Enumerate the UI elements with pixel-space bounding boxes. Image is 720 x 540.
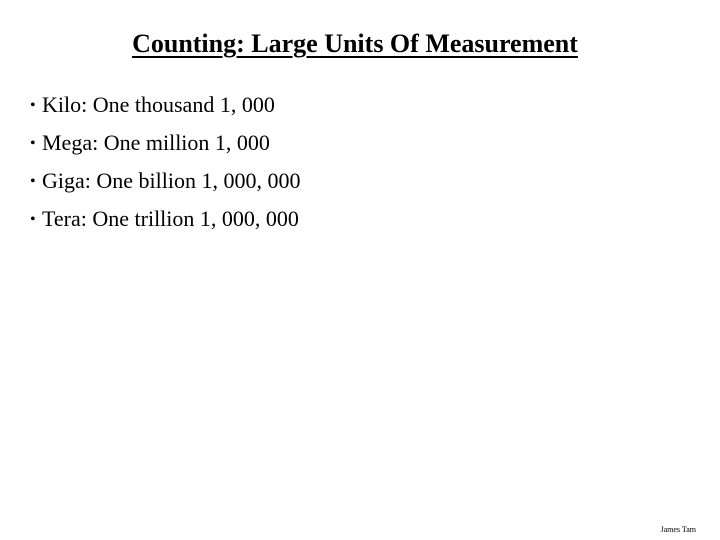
bullet-text: Mega: One million 1, 000 [42,130,270,155]
bullet-item-kilo [30,90,300,120]
bullet-text: Giga: One billion 1, 000, 000 [42,168,301,193]
author-footer: James Tam [660,525,696,534]
bullet-item-tera [30,204,300,234]
slide-title: Counting: Large Units Of Measurement [132,29,578,58]
bullet-icon: • [30,173,36,190]
bullet-icon: • [30,97,36,114]
bullet-text: Tera: One trillion 1, 000, 000 [42,206,299,231]
bullet-icon: • [30,135,36,152]
bullet-item-mega [30,128,300,158]
bullet-item-giga [30,166,300,196]
bullet-list [30,90,300,242]
bullet-icon: • [30,211,36,228]
bullet-text: Kilo: One thousand 1, 000 [42,92,275,117]
